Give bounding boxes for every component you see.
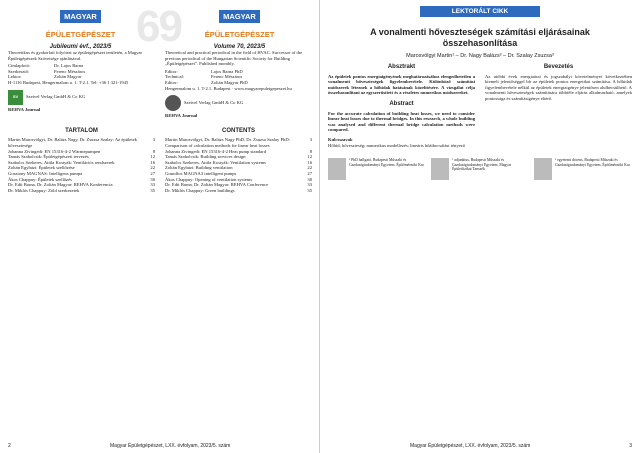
article-authors: Marosvölgyi Martin¹ – Dr. Nagy Balázs² – Dr. Szalay Zsuzsa³	[406, 53, 554, 59]
toc-entry	[165, 188, 312, 194]
jubilee-number: 69	[136, 2, 181, 51]
toc-entry-page: 12	[307, 154, 312, 160]
masthead-en	[167, 6, 312, 50]
article-title	[328, 27, 632, 49]
footer-left: Magyar Épületgépészet, LXX. évfolyam, 2023/5. szám	[110, 443, 231, 449]
publisher-logo-hu	[8, 90, 155, 105]
en_staff-person: Lajos Barna PhD	[211, 68, 243, 74]
keywords: Hőhíd; hőveszteség; numerikus modellezés; lineáris hőátbocsátási tényező	[328, 142, 466, 148]
toc-entry-title: Tamás Szabolcsik: Building services design	[165, 154, 246, 160]
abstract-heading: Absztrakt	[387, 64, 416, 70]
en_staff-role: Technical:	[165, 74, 185, 80]
page-number-right: 3	[629, 443, 632, 449]
author-bio	[534, 158, 632, 180]
hu_staff-role: Lektor:	[8, 74, 22, 80]
en_staff-person: Zoltán Magyar PhD	[211, 79, 248, 85]
masthead	[8, 2, 312, 51]
toc-entry-title: Ákos Chappuy: Opening of ventilation systems	[165, 176, 253, 182]
publisher-logo-en	[165, 95, 312, 111]
imprint-en-intro: Theoretical and practical periodical in the field of HVAC. Successor of the previous periodical of the Hungarian Scientific Society for Building „Épületgépészet”. Published monthly.	[165, 50, 303, 67]
toc-entry-page: 30	[150, 176, 155, 182]
author-photo	[328, 158, 346, 180]
page-number-left: 2	[8, 443, 11, 449]
masthead-hu	[8, 6, 153, 50]
toc-entry-page: 16	[150, 159, 155, 165]
abstract-en: For the accurate calculation of building heat losses, we need to consider linear heat losses due to thermal bridges. In this research, a whole building was analysed and different thermal bridge calculation methods were compared.	[328, 110, 475, 133]
en_staff-person: Ferenc Mészáros	[211, 74, 243, 80]
toc-entry-page: 27	[307, 170, 312, 176]
toc-entry-page: 16	[307, 159, 312, 165]
toc-entry-page: 35	[307, 187, 312, 193]
intro-heading: Bevezetés	[543, 64, 574, 70]
toc-entry-title: Zoltán Egyházi: Épületek szellőzése	[8, 165, 75, 171]
toc-entry-page: 8	[309, 148, 312, 154]
toc-entry-title: Szabolcs Szekeres, Attila Kostyák: Ventilációs rendszerek	[8, 159, 115, 165]
toc-entry-page: 30	[307, 176, 312, 182]
toc-entry-title: Gosztony MAGNAS: Intelligens pumpa	[8, 170, 83, 176]
article-title-line1: A vonalmenti hőveszteségek számítási eljárásainak	[370, 27, 590, 37]
seal-icon	[165, 95, 181, 111]
toc-hu	[8, 121, 155, 194]
toc-entry-title: Ákos Chappuy: Épületek szellőzés	[8, 176, 72, 182]
author-bio-text: ³ egyetemi docens, Budapesti Műszaki és Gazdaságtudományi Egyetem, Építőmérnöki Kar	[555, 158, 630, 167]
en_staff-role: Editor:	[165, 79, 178, 85]
imprint-hu	[8, 50, 155, 121]
toc-entry-page: 3	[309, 137, 312, 143]
toc-entry-title: Dr. Edit Barna, Dr. Zoltán Magyar: REHVA Conference	[165, 182, 268, 188]
author-bio-text: ¹ PhD hallgató, Budapesti Műszaki és Gazdaságtudományi Egyetem, Építőmérnöki Kar	[349, 158, 424, 167]
imprint-en-address: Hengermalom u. 1. T-2.1. Budapest · www.magyarepuletgepeszet.hu	[165, 85, 292, 91]
author-photo	[431, 158, 449, 180]
hu_staff-role: Szerkesztő:	[8, 68, 30, 74]
masthead-en-line2: ÉPÜLETGÉPÉSZET	[204, 30, 275, 39]
abstract-hu: Az épületek pontos energiaigényének meghatározásához elengedhetetlen a vonalmenti hőveszteségek figyelembevétele. Különböző számítási módszerek léteznek a hőhidak hatásának közelítésére. A vizsgálat célja összehasonlítani az egyszerűsített és a részletes numerikus módszereket.	[328, 73, 475, 96]
toc-en	[165, 121, 312, 194]
toc-entry-page: 8	[152, 148, 155, 154]
toc-entry-title: Szabolcs Szekeres, Attila Kostyák: Ventilation systems	[165, 159, 266, 165]
abstract-column	[328, 59, 475, 148]
toc-entry-page: 35	[150, 187, 155, 193]
toc-entry-title: Johanna Zivingedi: EN 15316-4-2 Wärmepumpen	[8, 148, 101, 154]
author-bio-text: ² adjunktus, Budapesti Műszaki és Gazdaságtudományi Egyetem, Magyar Épületfizikai Tanszék	[452, 158, 512, 172]
rehva-en: REHVA Journal	[165, 113, 198, 119]
toc-entry-title: Dr. Miklós Chappuy: Zöld szerkezetek	[8, 187, 80, 193]
masthead-en-line1: MAGYAR	[219, 10, 260, 23]
toc-entry-title: Martin Marosvölgyi, Dr. Balázs Nagy PhD, Dr. Zsuzsa Szalay PhD: Comparison of calculation methods for linear heat losses	[165, 137, 290, 148]
hu_staff-role: Címlapfotó:	[8, 63, 31, 69]
rehva-hu: REHVA Journal	[8, 106, 41, 112]
toc-en-title: CONTENTS	[222, 127, 255, 134]
article-title-line2: összehasonlítása	[442, 38, 518, 48]
author-bio	[328, 158, 426, 180]
toc-entry-title: Grundfos MAGNA3 intelligent pumps	[165, 170, 237, 176]
right-page	[320, 0, 640, 453]
keywords-block	[328, 137, 475, 148]
masthead-hu-line1: MAGYAR	[60, 10, 101, 23]
hu_staff-person: Dr. Lajos Barna	[54, 63, 84, 69]
szeivel-logo-icon: SV	[8, 90, 23, 105]
author-bio	[431, 158, 529, 180]
imprint-hu-address: H-1116 Budapest, Hengermalom u. 1. T-2.1. Tel: +36 1 321-1945	[8, 79, 129, 85]
hu_staff-person: Zoltán Magyar	[54, 74, 82, 80]
toc-entry-title: Zoltán Egyházi: Building ventilation	[165, 165, 233, 171]
toc-entry-page: 3	[152, 137, 155, 143]
toc-entry-page: 33	[150, 182, 155, 188]
toc-entry-page: 12	[150, 154, 155, 160]
toc-entry	[165, 137, 312, 148]
abstract-en-heading: Abstract	[389, 100, 414, 107]
toc-entry	[8, 188, 155, 194]
imprint-en	[165, 50, 312, 121]
publisher-hu: Szeivel Verlag GmbH & Co KG	[26, 94, 86, 100]
hu_staff-person: Ferenc Mészáros	[54, 68, 86, 74]
toc-entry-page: 22	[150, 165, 155, 171]
toc-entry-page: 22	[307, 165, 312, 171]
toc-entry-title: Dr. Edit Barna, Dr. Zoltán Magyar: REHVA Konferencia	[8, 182, 113, 188]
toc-entry-title: Martin Marosvölgyi, Dr. Balázs Nagy, Dr. Zsuzsa Szalay: Az épületek hővesztesége	[8, 137, 137, 148]
keywords-label: Kulcsszavak	[328, 136, 353, 142]
author-photo	[534, 158, 552, 180]
toc-entry	[8, 137, 155, 148]
toc-entry-title: Tamás Szabolcsik: Épületgépészeti tervezés	[8, 154, 89, 160]
toc-hu-title: TARTALOM	[65, 127, 98, 134]
masthead-hu-sub: Jubileumi évf., 2023/5	[49, 44, 112, 50]
masthead-hu-line2: ÉPÜLETGÉPÉSZET	[45, 30, 116, 39]
publisher-en: Szeivel Verlag GmbH & Co KG	[184, 100, 244, 106]
toc-entry-page: 33	[307, 182, 312, 188]
masthead-en-sub: Volume 70, 2023/5	[213, 44, 266, 50]
intro-text: Az utóbbi évek energiaárai és jogszabályi követelményei következtében kiemelt jelentőséggel bír az épületek pontos energetikai számítása. A hőhidak figyelembevétele nélkül az épületek energiaigénye jelentősen alulbecsülhető. A vonalmenti hőveszteségek számítására többféle eljárás alkalmazható, amelyek pontossága és számításigénye eltérő.	[485, 73, 632, 101]
toc-entry-title: Dr. Miklós Chappuy: Green buildings	[165, 187, 235, 193]
author-bios	[328, 158, 632, 180]
imprint-hu-intro: Theoretikus és gyakorlati folyóirat az épületgépészet területén, a Magyar Épületgépészek Szövetsége ajánlásával.	[8, 50, 143, 61]
peer-review-banner: LEKTORÁLT CIKK	[420, 6, 540, 17]
en_staff-role: Editor:	[165, 68, 178, 74]
footer-right: Magyar Épületgépészet, LXX. évfolyam, 2023/5. szám	[410, 443, 531, 449]
toc-entry-page: 27	[150, 170, 155, 176]
toc-entry-title: Johanna Zivingedi: EN 15316-4-2 Heat pump standard	[165, 148, 267, 154]
intro-column	[485, 59, 632, 148]
